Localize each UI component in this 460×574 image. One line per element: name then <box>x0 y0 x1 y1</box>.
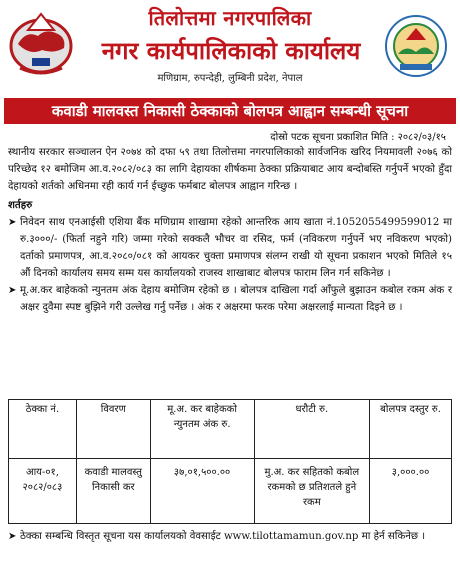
arrow-bullet-icon: ➤ <box>8 285 17 296</box>
condition-item <box>8 282 452 316</box>
footnote <box>8 528 452 545</box>
table-header-cell: मू.अ. कर बाहेकको न्युनतम अंक रु. <box>150 400 254 459</box>
table-header-cell: विवरण <box>76 400 150 459</box>
notice-body <box>8 144 452 316</box>
condition-item <box>8 214 452 282</box>
table-header-cell: बोलपत्र दस्तुर रु. <box>370 400 452 459</box>
intro-paragraph: स्थानीय सरकार सञ्चालन ऐन २०७४ को दफा ५९ तथा तिलोत्तमा नगरपालिकाको सार्वजनिक खरिद नियमावली २०७६ को परिच्छेद १२ बमोजिम आ.व.२०८२/०८३ का लागि देहायका शीर्षकमा ठेक्का प्रक्रियाबाट आय बन्दोबस्ति गर्नुपर्ने भएको हुँदा देहायको शर्तको अधिनमा रही कार्य गर्न ईच्छुक फर्मबाट बोलपत्र आह्वान गरिन्छ । <box>8 147 452 192</box>
table-cell: मु.अ. कर सहितको कबोल रकमको छ प्रतिशतले हुने रकम <box>254 459 370 524</box>
table-cell: ३,०००.०० <box>370 459 452 524</box>
publication-date: दोस्रो पटक सूचना प्रकाशित मिति : २०८२/०३/१५ <box>270 132 446 143</box>
office-name: नगर कार्यपालिकाको कार्यालय <box>101 36 361 65</box>
table-cell: ३७,०१,५००.०० <box>150 459 254 524</box>
condition-text: निवेदन साथ एनआईसी एशिया बैंक मणिग्राम शाखामा रहेको आन्तरिक आय खाता नं.1052055499599012 मा रु.३०००/- (फिर्ता नहुने गरि) जम्मा गरेको सक्कलै भौचर वा रसिद, फर्म (नविकरण गर्नुपर्ने भए नविकरण भएको) दर्ताको प्रमाणपत्र, आ.व.२०८०/०८१ को आयकर चुक्ता प्रमाणपत्र संलग्न राखी यो सूचना प्रकाशन भएको मितिले १५ औं दिनको कार्यालय समय सम्म यस कार्यालयको राजस्व शाखाबाट बोलपत्र फाराम लिन गर्न सकिनेछ । <box>20 217 452 279</box>
table-cell: आय-०१, २०८२/०८३ <box>9 459 77 524</box>
condition-text: मू.अ.कर बाहेकको न्युनतम अंक देहाय बमोजिम रहेको छ । बोलपत्र दाखिला गर्दा आँफुले बुझाउन कबोल रकम अंक र अक्षर दुवैमा स्पष्ट बुझिने गरी उल्लेख गर्नु पर्नेछ । अंक र अक्षरमा फरक परेमा अक्षरलाई मान्यता दिइने छ । <box>20 285 452 313</box>
municipality-name: तिलोत्तमा नगरपालिका <box>148 6 312 30</box>
footnote-text: ठेक्का सम्बन्धि विस्तृत सूचना यस कार्यालयको वेवसाईट www.tilottamamun.gov.np मा हेर्न सकिनेछ । <box>20 531 426 542</box>
notice-banner: कवाडी मालवस्त निकासी ठेक्काको बोलपत्र आह्वान सम्बन्धी सूचना <box>4 98 456 124</box>
office-address: मणिग्राम, रुपन्देही, लुम्बिनी प्रदेश, नेपाल <box>157 73 303 84</box>
contract-table <box>8 399 452 524</box>
table-row <box>9 459 452 524</box>
nepal-emblem-icon <box>6 8 76 78</box>
footnote-item <box>8 528 452 545</box>
table-header-cell: धरौटी रु. <box>254 400 370 459</box>
arrow-bullet-icon: ➤ <box>8 531 17 542</box>
municipality-logo-icon <box>384 14 448 78</box>
conditions-heading: शर्तहरु <box>8 199 33 211</box>
table-cell: कवाडी मालवस्तु निकासी कर <box>76 459 150 524</box>
header <box>0 0 460 96</box>
table-header-row <box>9 400 452 459</box>
arrow-bullet-icon: ➤ <box>8 217 17 228</box>
table-header-cell: ठेक्का नं. <box>9 400 77 459</box>
